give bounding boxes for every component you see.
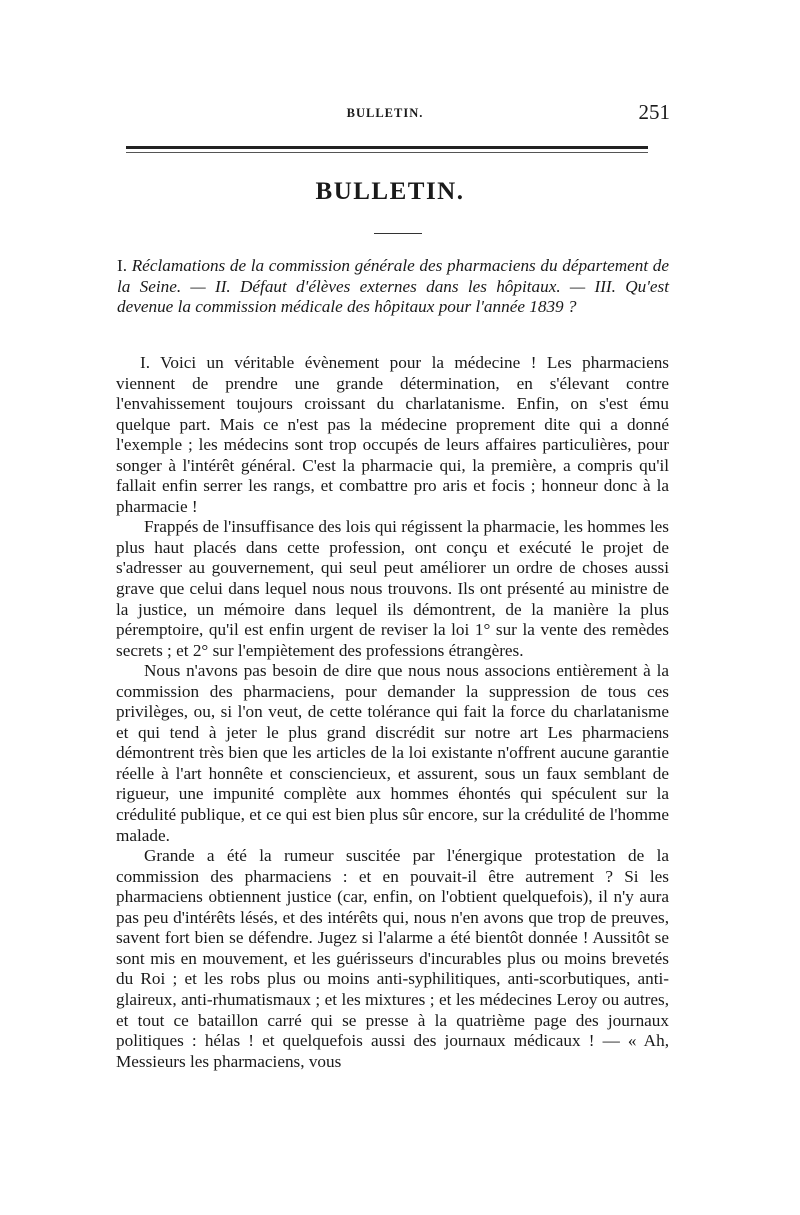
header-rule-thick	[126, 146, 648, 149]
running-title: BULLETIN.	[346, 106, 424, 120]
page-number: 251	[638, 100, 670, 124]
header-rule-thin	[126, 152, 648, 153]
section-title: BULLETIN.	[315, 178, 465, 205]
summary-text: Réclamations de la commission générale des pharmaciens du département de la Seine. — II. Défaut d'élèves externes dans les hôpitaux. — III. Qu'est devenue la commission médicale des hôpitaux pour l'année 1839 ?	[117, 256, 670, 317]
running-head	[100, 100, 670, 126]
paragraph: Nous n'avons pas besoin de dire que nous nous associons entièrement à la commission des pharmaciens, pour demander la suppression de tous ces privilèges, ou, si l'on veut, de cette tolérance qui fait la force du charlatanisme et qui tend à jeter le plus grand discrédit sur notre art Les pharmaciens démontrent très bien que les articles de la loi existante n'offrent aucune garantie réelle à l'art honnête et consciencieux, et assurent, sous un faux semblant de rigueur, une impunité complète aux hommes éhontés qui spéculent sur la crédulité publique, et ce qui est bien plus sûr encore, sur la crédulité de l'homme malade.	[116, 661, 669, 845]
paragraph: I. Voici un véritable évènement pour la médecine ! Les pharmaciens viennent de prendre une grande détermination, en s'élevant contre l'envahissement toujours croissant du charlatanisme. Enfin, on s'est ému quelque part. Mais ce n'est pas la médecine proprement dite qui a donné l'exemple ; les médecins sont trop occupés de leurs affaires particulières, pour songer à l'intérêt général. C'est la pharmacie qui, la première, a compris qu'il fallait enfin serrer les rangs, et combattre pro aris et focis ; honneur donc à la pharmacie !	[116, 353, 669, 516]
section-summary	[117, 256, 669, 318]
paragraph: Grande a été la rumeur suscitée par l'énergique protestation de la commission des pharmaciens : et en pouvait-il être autrement ? Si les pharmaciens obtiennent justice (car, enfin, on l'obtient quelquefois), il n'y aura pas peu d'intérêts lésés, et des intérêts qui, nous n'en avons que trop de preuves, savent fort bien se défendre. Jugez si l'alarme a été bientôt donnée ! Aussitôt se sont mis en mouvement, et les guérisseurs d'incurables plus ou moins brevetés du Roi ; et les robs plus ou moins anti-syphilitiques, anti-scorbutiques, anti-glaireux, anti-rhumatismaux ; et les mixtures ; et les médecines Leroy ou autres, et tout ce bataillon carré qui se presse à la quatrième page des journaux politiques : hélas ! et quelquefois aussi des journaux médicaux ! — « Ah, Messieurs les pharmaciens, vous	[116, 846, 669, 1071]
title-divider	[374, 233, 422, 234]
body-text	[116, 353, 669, 1072]
paragraph: Frappés de l'insuffisance des lois qui régissent la pharmacie, les hommes les plus haut placés dans cette profession, ont conçu et exécuté le projet de s'adresser au gouvernement, qui seul peut améliorer un ordre de choses aussi grave que celui dans lequel nous nous trouvons. Ils ont présenté au ministre de la justice, un mémoire dans lequel ils démontrent, de la manière la plus péremptoire, qu'il est enfin urgent de reviser la loi 1° sur la vente des remèdes secrets ; et 2° sur l'empiètement des professions étrangères.	[116, 517, 669, 660]
summary-lead: I.	[117, 256, 128, 275]
